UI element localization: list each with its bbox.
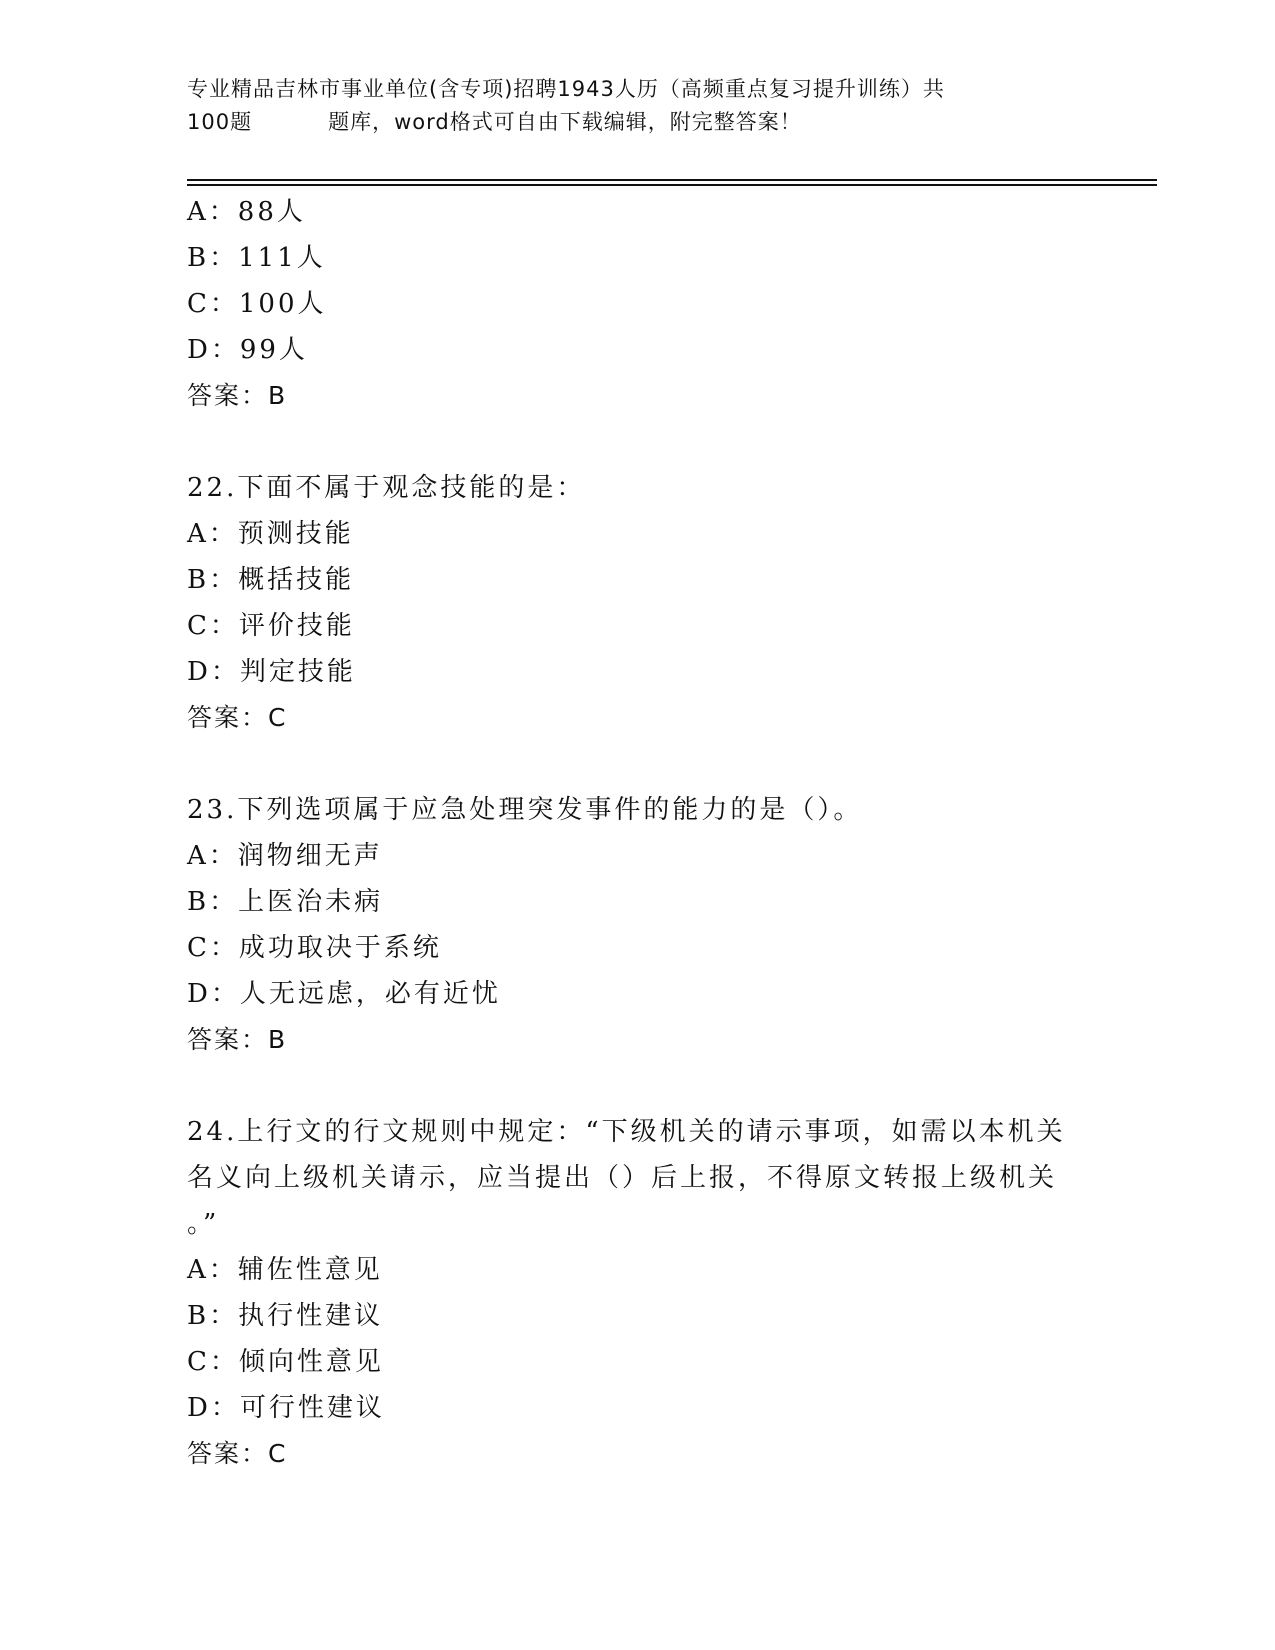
option-a: A：预测技能 — [187, 519, 354, 549]
spacer — [187, 419, 1087, 465]
header-question-count: 100题 — [187, 110, 253, 134]
answer-line: 答案：C — [187, 703, 288, 732]
option-b: B：概括技能 — [187, 565, 355, 595]
option-c: C：评价技能 — [187, 611, 355, 641]
option-b: B：执行性建议 — [187, 1301, 384, 1331]
header-title-line1: 专业精品吉林市事业单位(含专项)招聘1943人历（高频重点复习提升训练）共 — [187, 77, 945, 101]
option-b: B：上医治未病 — [187, 887, 384, 917]
option-d: D：99人 — [187, 335, 308, 365]
option-b: B：111人 — [187, 243, 326, 273]
option-a: A：88人 — [187, 197, 306, 227]
header-divider-bottom — [187, 184, 1157, 186]
document-header — [187, 73, 1087, 139]
header-description: 题库，word格式可自由下载编辑，附完整答案！ — [328, 110, 802, 134]
question-block-21 — [187, 189, 1087, 419]
spacer — [187, 1063, 1087, 1109]
question-stem: 22.下面不属于观念技能的是： — [187, 473, 586, 503]
question-block-24 — [187, 1109, 1087, 1477]
option-d: D：可行性建议 — [187, 1393, 385, 1423]
question-stem-line3: 。” — [187, 1209, 220, 1239]
option-c: C：成功取决于系统 — [187, 933, 442, 963]
question-list — [187, 189, 1087, 1477]
header-title-line2 — [187, 106, 1087, 139]
option-c: C：倾向性意见 — [187, 1347, 384, 1377]
spacer — [187, 741, 1087, 787]
answer-line: 答案：B — [187, 1025, 288, 1054]
question-stem-line1: 24.上行文的行文规则中规定：“下级机关的请示事项，如需以本机关 — [187, 1117, 1066, 1147]
answer-line: 答案：B — [187, 381, 288, 410]
option-d: D：人无远虑，必有近忧 — [187, 979, 501, 1009]
question-stem: 23.下列选项属于应急处理突发事件的能力的是（）。 — [187, 795, 863, 825]
header-divider-top — [187, 179, 1157, 181]
option-a: A：润物细无声 — [187, 841, 383, 871]
answer-line: 答案：C — [187, 1439, 288, 1468]
question-stem-line2: 名义向上级机关请示，应当提出（）后上报，不得原文转报上级机关 — [187, 1163, 1058, 1193]
option-c: C：100人 — [187, 289, 327, 319]
question-block-23 — [187, 787, 1087, 1063]
question-block-22 — [187, 465, 1087, 741]
option-a: A：辅佐性意见 — [187, 1255, 383, 1285]
option-d: D：判定技能 — [187, 657, 356, 687]
